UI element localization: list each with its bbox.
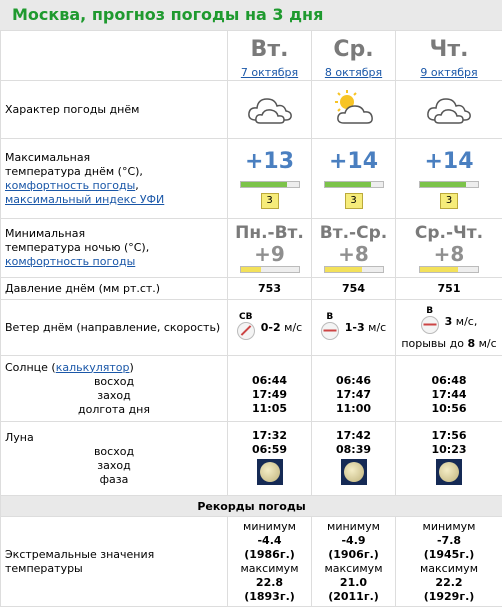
sun-calculator-link[interactable]: калькулятор xyxy=(55,360,130,374)
day-name: Вт. xyxy=(250,37,289,62)
moon-label: Луна xyxy=(5,430,34,444)
forecast-table xyxy=(0,30,502,607)
moonset-label: заход xyxy=(97,458,131,472)
record-max-year: (2011г.) xyxy=(328,589,379,603)
extremes-label-line1: Экстремальные значения xyxy=(5,547,155,561)
wind-compass-icon xyxy=(321,322,339,340)
sunrise-time: 06:44 xyxy=(251,373,287,387)
comfort-link[interactable]: комфортность погоды xyxy=(5,178,136,192)
tmin-row: Минимальная температура ночью (°C), комфортность погоды Пн.-Вт. +9 Вт.-Ср. +8 Ср.-Чт. +8 xyxy=(1,219,502,278)
sunset-time: 17:47 xyxy=(335,387,371,401)
night-label: Ср.-Чт. xyxy=(414,223,484,243)
sun-row: Солнце (калькулятор) восход заход долгота дня 06:44 17:49 11:05 06:46 17:47 11:00 06:48 17:44 10:56 xyxy=(1,356,502,422)
pressure-value: 751 xyxy=(396,278,502,300)
moonrise-time: 17:42 xyxy=(335,428,371,442)
pressure-row xyxy=(1,278,502,300)
comfort-bar xyxy=(240,181,300,188)
daylength-value: 11:05 xyxy=(251,401,287,415)
day-date-link[interactable]: 9 октября xyxy=(420,66,478,79)
moonset-time: 10:23 xyxy=(431,442,467,456)
moon-phase-icon xyxy=(341,459,367,485)
gusts-label: порывы до xyxy=(401,336,464,350)
tmin-value: +8 xyxy=(338,242,369,266)
night-comfort-bar xyxy=(240,266,300,273)
pressure-label: Давление днём (мм рт.ст.) xyxy=(1,278,228,300)
weather-label: Характер погоды днём xyxy=(1,81,228,139)
night-comfort-bar xyxy=(419,266,479,273)
sunset-time: 17:49 xyxy=(251,387,287,401)
comfort-link[interactable]: комфортность погоды xyxy=(5,255,136,268)
sunrise-label: восход xyxy=(93,374,135,388)
wind-row: Ветер днём (направление, скорость) СВ 0-2 м/с В 1-3 м/с В 3 м/с, порывы до 8 м/с xyxy=(1,300,502,356)
record-min-year: (1906г.) xyxy=(328,547,379,561)
extremes-label-line2: температуры xyxy=(5,561,83,575)
day-name: Ср. xyxy=(333,37,374,62)
uvi-link[interactable]: максимальный индекс УФИ xyxy=(5,192,165,206)
comfort-bar xyxy=(419,181,479,188)
night-label: Вт.-Ср. xyxy=(319,223,388,243)
sun-label: Солнце ( xyxy=(5,360,56,374)
cloudy-icon xyxy=(246,90,294,126)
sunrise-time: 06:46 xyxy=(335,373,371,387)
day-col-0 xyxy=(228,31,312,81)
day-name: Чт. xyxy=(429,37,469,62)
record-max: 21.0 xyxy=(339,575,368,589)
moon-phase-label: фаза xyxy=(99,472,129,486)
moon-phase-icon xyxy=(257,459,283,485)
corner-cell xyxy=(1,31,228,81)
moonset-time: 06:59 xyxy=(251,442,287,456)
night-comfort-bar xyxy=(324,266,384,273)
moon-phase-icon xyxy=(436,459,462,485)
record-min: -7.8 xyxy=(436,533,462,547)
record-min-year: (1945г.) xyxy=(423,547,475,561)
day-date-link[interactable]: 8 октября xyxy=(324,66,383,79)
tmin-value: +8 xyxy=(433,242,465,266)
wind-compass-icon xyxy=(237,322,255,340)
tmax-label-line1: Максимальная xyxy=(5,150,91,164)
tmax-label-line2: температура днём (°C), xyxy=(5,164,143,178)
page-title: Москва, прогноз погоды на 3 дня xyxy=(0,0,502,30)
sunset-label: заход xyxy=(97,388,131,402)
record-min: -4.9 xyxy=(341,533,366,547)
moonrise-time: 17:56 xyxy=(431,428,467,442)
pressure-value: 753 xyxy=(228,278,312,300)
record-max: 22.8 xyxy=(255,575,284,589)
wind-direction: СВ xyxy=(239,312,253,322)
record-max-year: (1893г.) xyxy=(244,589,295,603)
gusts-value: 8 xyxy=(467,336,476,350)
extremes-row: Экстремальные значения температуры минимум -4.4 (1986г.) максимум 22.8 (1893г.) минимум -4.9 (1906г.) максимум 21.0 (2011г.) минимум -7.8 (1945г.) максимум 22.2 (1929г.) xyxy=(1,517,502,607)
weather-row xyxy=(1,81,502,139)
day-col-1 xyxy=(312,31,396,81)
wind-speed: 0-2 xyxy=(260,321,281,334)
daylength-value: 10:56 xyxy=(431,401,467,415)
moonrise-time: 17:32 xyxy=(251,428,287,442)
comfort-bar xyxy=(324,181,384,188)
daylength-value: 11:00 xyxy=(335,401,371,415)
sunrise-time: 06:48 xyxy=(431,373,467,387)
records-header: Рекорды погоды xyxy=(1,496,502,517)
tmax-row: Максимальная температура днём (°C), комфортность погоды, максимальный индекс УФИ +13 3 +14 3 +14 3 xyxy=(1,139,502,219)
partly-sunny-icon xyxy=(330,90,378,126)
moon-row xyxy=(1,422,502,496)
day-date-link[interactable]: 7 октября xyxy=(240,66,299,79)
cloudy-icon xyxy=(425,90,473,126)
days-header-row xyxy=(1,31,502,81)
records-header-row xyxy=(1,496,502,517)
sunset-time: 17:44 xyxy=(431,387,467,401)
night-label: Пн.-Вт. xyxy=(235,223,304,243)
wind-label: Ветер днём (направление, скорость) xyxy=(1,300,228,356)
record-min: -4.4 xyxy=(257,533,282,547)
pressure-value: 754 xyxy=(312,278,396,300)
wind-speed: 3 xyxy=(444,314,453,328)
record-min-year: (1986г.) xyxy=(244,547,295,561)
uv-index-badge: 3 xyxy=(440,193,458,209)
uv-index-badge: 3 xyxy=(261,193,279,209)
tmin-label-line1: Минимальная xyxy=(5,227,86,240)
record-max: 22.2 xyxy=(435,575,463,589)
tmax-value: +13 xyxy=(244,148,295,174)
tmax-value: +14 xyxy=(424,148,474,174)
tmin-value: +9 xyxy=(254,242,285,266)
uv-index-badge: 3 xyxy=(345,193,363,209)
daylength-label: долгота дня xyxy=(78,402,150,416)
moonrise-label: восход xyxy=(93,444,135,458)
wind-direction: В xyxy=(426,305,434,316)
day-col-2 xyxy=(396,31,502,81)
wind-compass-icon xyxy=(421,316,439,334)
wind-direction: В xyxy=(326,312,334,322)
record-max-year: (1929г.) xyxy=(423,589,475,603)
moonset-time: 08:39 xyxy=(335,442,371,456)
tmax-value: +14 xyxy=(328,148,379,174)
wind-speed: 1-3 xyxy=(344,321,365,334)
